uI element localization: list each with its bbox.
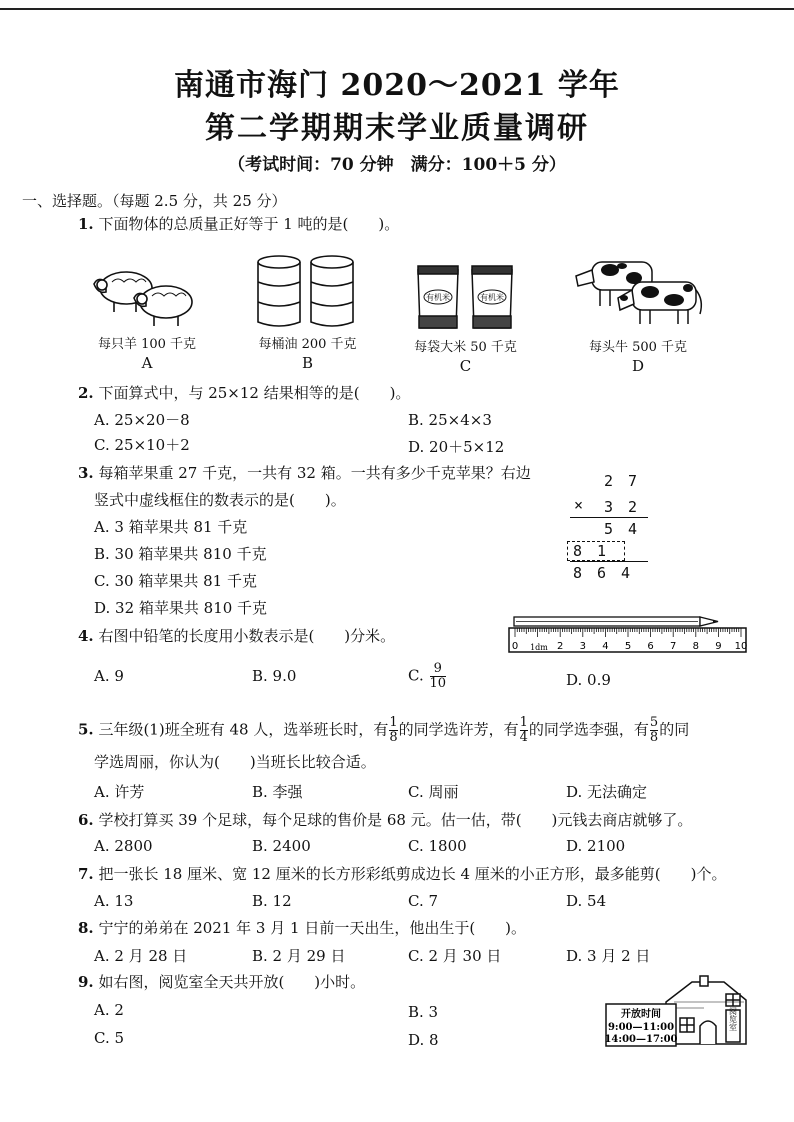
option-2d[interactable]: D. 20＋5×12	[408, 438, 505, 456]
fraction	[389, 716, 397, 745]
room-label: 阅览室	[728, 1007, 738, 1031]
option-9b[interactable]: B. 3	[408, 1003, 439, 1021]
question-9	[78, 972, 365, 992]
option-letter-b: B	[301, 354, 314, 372]
ruler-label: 7	[670, 641, 677, 652]
question-5	[78, 716, 689, 745]
option-8c[interactable]: C. 2 月 30 日	[408, 947, 502, 965]
option-letter-a: A	[141, 354, 153, 372]
ruler-label: 5	[624, 641, 632, 652]
option-4a[interactable]: A. 9	[94, 667, 124, 685]
exam-info: （考试时间：70 分钟 满分：100＋5 分）	[228, 155, 566, 175]
question-text: 下面物体的总质量正好等于 1 吨的是( )。	[98, 215, 400, 233]
question-text: 宁宁的弟弟在 2021 年 3 月 1 日前一天出生，他出生于( )。	[98, 919, 527, 937]
fraction	[520, 716, 528, 745]
option-3c[interactable]: C. 30 箱苹果共 81 千克	[94, 572, 257, 590]
cows-illustration	[570, 252, 710, 328]
option-2c[interactable]: C. 25×10＋2	[94, 436, 190, 454]
pencil	[514, 617, 718, 626]
option-7c[interactable]: C. 7	[408, 892, 439, 910]
option-6c[interactable]: C. 1800	[408, 837, 467, 855]
fraction-numerator: 5	[649, 715, 659, 730]
option-2b[interactable]: B. 25×4×3	[408, 411, 492, 429]
question-6	[78, 810, 692, 830]
question-text-line2: 学选周丽，你认为( )当班长比较合适。	[94, 753, 376, 771]
ruler-label: 0	[511, 641, 519, 652]
option-7d[interactable]: D. 54	[566, 892, 607, 910]
question-7	[78, 864, 727, 884]
option-6a[interactable]: A. 2800	[94, 837, 153, 855]
bag-label: 有机米	[480, 293, 504, 302]
question-text: 如右图，阅览室全天共开放( )小时。	[98, 973, 366, 991]
caption-d: 每头牛 500 千克	[588, 340, 688, 355]
option-3a[interactable]: A. 3 箱苹果共 81 千克	[94, 518, 248, 536]
option-3b[interactable]: B. 30 箱苹果共 810 千克	[94, 545, 267, 563]
question-4	[78, 626, 395, 646]
option-8a[interactable]: A. 2 月 28 日	[94, 947, 188, 965]
vertical-row-3: 5 4	[604, 520, 638, 538]
option-6d[interactable]: D. 2100	[566, 837, 626, 855]
question-text: 右图中铅笔的长度用小数表示是( )分米。	[98, 627, 396, 645]
ruler-label: 8	[692, 641, 699, 652]
question-number: 5.	[78, 720, 94, 739]
question-2	[78, 383, 410, 403]
ruler-label: 10	[734, 641, 748, 652]
question-1	[78, 214, 399, 234]
fraction-numerator: 9	[433, 661, 442, 676]
vertical-row-1: 2 7	[604, 472, 638, 490]
vertical-times: ×	[574, 496, 584, 514]
question-number: 4.	[78, 627, 94, 645]
option-3d[interactable]: D. 32 箱苹果共 810 千克	[94, 599, 268, 617]
vertical-row-5: 8 6 4	[573, 564, 631, 582]
caption-b: 每桶油 200 千克	[258, 337, 357, 352]
reading-room-illustration	[604, 974, 750, 1048]
option-5d[interactable]: D. 无法确定	[566, 783, 648, 801]
option-label: C.	[408, 666, 424, 685]
question-text: 下面算式中，与 25×12 结果相等的是( )。	[98, 384, 411, 402]
ruler-label: 2	[557, 641, 564, 652]
question-number: 1.	[78, 215, 94, 233]
question-3	[78, 463, 531, 483]
option-2a[interactable]: A. 25×20－8	[94, 411, 190, 429]
bag-label: 有机米	[426, 293, 450, 302]
sign-time-1: 9:00—11:00	[607, 1022, 675, 1033]
oil-barrels-illustration	[255, 254, 360, 330]
question-number: 8.	[78, 919, 94, 937]
question-text-part: 的同学选李强，有	[528, 720, 649, 739]
ruler-label: 4	[602, 641, 609, 652]
sign-time-2: 14:00—17:00	[604, 1034, 678, 1045]
section-heading: 一、选择题。（每题 2.5 分，共 25 分）	[22, 192, 287, 210]
top-rule	[0, 8, 794, 10]
fraction-numerator: 1	[389, 715, 398, 730]
question-text-part: 的同	[659, 720, 690, 739]
option-5b[interactable]: B. 李强	[252, 783, 303, 801]
sheep-illustration	[92, 262, 204, 328]
sign-title: 开放时间	[621, 1009, 661, 1020]
option-9c[interactable]: C. 5	[94, 1029, 125, 1047]
option-5a[interactable]: A. 许芳	[94, 783, 145, 801]
question-text-part: 三年级(1)班全班有 48 人，选举班长时，有	[98, 720, 389, 739]
question-number: 6.	[78, 811, 94, 829]
vertical-row-2: 3 2	[604, 498, 638, 516]
question-number: 3.	[78, 464, 94, 482]
page-title: 南通市海门 2020～2021 学年	[174, 68, 620, 103]
page-subtitle: 第二学期期末学业质量调研	[205, 111, 589, 146]
option-6b[interactable]: B. 2400	[252, 837, 311, 855]
option-7b[interactable]: B. 12	[252, 892, 292, 910]
fraction-denominator: 8	[389, 730, 398, 745]
question-8	[78, 918, 526, 938]
question-number: 7.	[78, 865, 94, 883]
vertical-row-4: 8 1	[573, 542, 607, 560]
fraction	[650, 716, 658, 745]
ruler-label: 6	[647, 641, 654, 652]
fraction-denominator: 4	[519, 730, 528, 745]
caption-c: 每袋大米 50 千克	[414, 340, 517, 355]
ruler-unit-label: 1dm	[530, 643, 548, 652]
option-letter-d: D	[631, 357, 645, 375]
option-9a[interactable]: A. 2	[94, 1001, 124, 1019]
rice-bags-illustration	[414, 264, 518, 332]
question-text: 学校打算买 39 个足球，每个足球的售价是 68 元。估一估，带( )元钱去商店就够了。	[98, 811, 693, 829]
option-8b[interactable]: B. 2 月 29 日	[252, 947, 346, 965]
option-letter-c: C	[459, 357, 472, 375]
question-text-part: 的同学选许芳，有	[398, 720, 519, 739]
ruler-label: 9	[715, 641, 722, 652]
option-9d[interactable]: D. 8	[408, 1031, 439, 1049]
option-7a[interactable]: A. 13	[94, 892, 134, 910]
question-text-line1: 每箱苹果重 27 千克，一共有 32 箱。一共有多少千克苹果？右边	[98, 464, 531, 482]
ruler-label: 3	[579, 641, 586, 652]
ruler-with-pencil	[508, 614, 748, 654]
option-4c[interactable]	[408, 662, 447, 691]
question-text: 把一张长 18 厘米、宽 12 厘米的长方形彩纸剪成边长 4 厘米的小正方形，最多能剪( )个。	[98, 865, 727, 883]
question-number: 9.	[78, 973, 94, 991]
fraction	[430, 662, 447, 691]
option-4d[interactable]: D. 0.9	[566, 671, 611, 689]
fraction-numerator: 1	[519, 715, 528, 730]
fraction-denominator: 8	[649, 730, 659, 745]
option-5c[interactable]: C. 周丽	[408, 783, 459, 801]
question-number: 2.	[78, 384, 94, 402]
question-text-line2: 竖式中虚线框住的数表示的是( )。	[94, 491, 346, 509]
option-8d[interactable]: D. 3 月 2 日	[566, 947, 651, 965]
fraction-denominator: 10	[429, 676, 447, 691]
option-4b[interactable]: B. 9.0	[252, 667, 297, 685]
caption-a: 每只羊 100 千克	[97, 337, 197, 352]
